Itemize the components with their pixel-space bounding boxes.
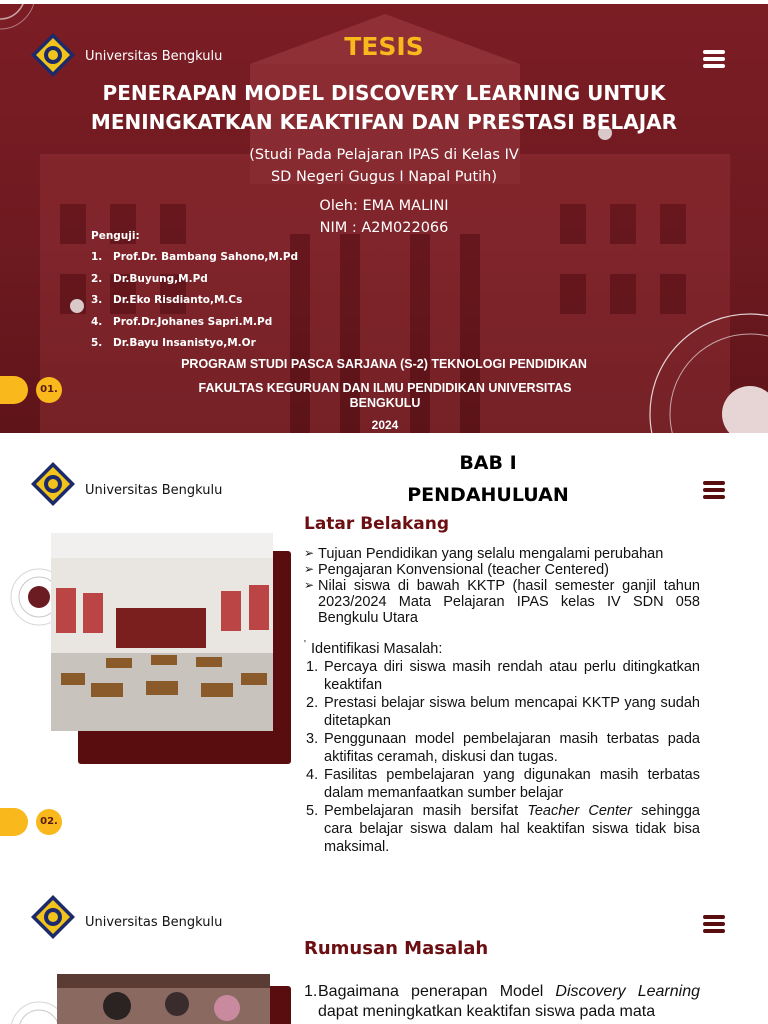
- year: 2024: [371, 418, 399, 432]
- examiner-item: [91, 247, 298, 268]
- examiner-number: 4.: [91, 315, 103, 328]
- examiner-name: Dr.Eko Risdianto,M.Cs: [113, 294, 243, 307]
- university-logo: [30, 461, 76, 507]
- thesis-title-line1: PENERAPAN MODEL DISCOVERY LEARNING UNTUK: [102, 81, 666, 105]
- item-number: 1.: [304, 983, 318, 1000]
- faculty-line2: BENGKULU: [349, 396, 421, 410]
- background-bullets: [304, 546, 700, 626]
- item-text: Pembelajaran masih bersifat: [324, 803, 528, 819]
- thesis-title: [0, 79, 768, 137]
- title-slide: [0, 4, 768, 433]
- chapter-title: PENDAHULUAN: [407, 484, 569, 506]
- university-name: Universitas Bengkulu: [85, 483, 223, 498]
- slide-tag: TESIS: [344, 32, 424, 61]
- thesis-title-line2: MENINGKATKAN KEAKTIFAN DAN PRESTASI BELAJAR: [90, 110, 678, 134]
- list-item: [304, 766, 700, 802]
- nim: NIM : A2M022066: [319, 220, 449, 236]
- classroom-photo: [57, 974, 270, 1024]
- university-logo: [30, 894, 76, 940]
- research-question: [304, 982, 700, 1022]
- subtitle-line1: (Studi Pada Pelajaran IPAS di Kelas IV: [249, 147, 519, 163]
- item-text: Percaya diri siswa masih rendah atau perlu ditingkatkan keaktifan: [324, 659, 700, 693]
- page-number: 02.: [36, 809, 62, 835]
- slide-pendahuluan: [0, 433, 768, 888]
- author: Oleh: EMA MALINI: [319, 198, 449, 214]
- examiner-number: 1.: [91, 251, 103, 264]
- examiners: [91, 226, 298, 354]
- item-emphasis: Discovery Learning: [555, 983, 701, 1000]
- ident-label-text: Identifikasi Masalah:: [311, 641, 443, 657]
- bullet-list: [304, 546, 700, 626]
- examiner-item: [91, 312, 298, 333]
- item-text: sehingga cara belajar siswa dalam hal keaktifan siswa tidak bisa maksimal.: [324, 803, 700, 855]
- examiner-list: [91, 247, 298, 354]
- examiners-label: Penguji:: [91, 230, 140, 242]
- decor-circles-left: [5, 996, 65, 1024]
- examiner-number: 2.: [91, 272, 103, 285]
- section-heading: Latar Belakang: [304, 514, 450, 534]
- ident-list-item5: [304, 802, 700, 856]
- item-text: Prestasi belajar siswa belum mencapai KKTP yang sudah ditetapkan: [324, 695, 700, 729]
- bullet-item: [304, 546, 700, 562]
- item-text: Penggunaan model pembelajaran masih terbatas pada aktifitas ceramah, diskusi dan tugas.: [324, 731, 700, 765]
- list-item: [304, 982, 700, 1022]
- examiner-item: [91, 333, 298, 354]
- item-text: Bagaimana penerapan Model: [318, 983, 556, 1000]
- menu-icon[interactable]: [703, 915, 725, 933]
- faculty: [180, 381, 590, 411]
- faculty-line1: FAKULTAS KEGURUAN DAN ILMU PENDIDIKAN UNIVERSITAS: [198, 381, 572, 395]
- university-name: Universitas Bengkulu: [85, 49, 223, 64]
- bullet-text: Nilai siswa di bawah KKTP (hasil semester ganjil tahun 2023/2024 Mata Pelajaran IPAS kelas IV SDN 058 Bengkulu Utara: [318, 578, 700, 626]
- arrow-bullet-icon: ➢: [304, 578, 315, 592]
- examiner-name: Dr.Bayu Insanistyo,M.Or: [113, 337, 256, 350]
- decor-dot: [70, 299, 84, 313]
- list-item: [304, 730, 700, 766]
- examiner-name: Dr.Buyung,M.Pd: [113, 272, 208, 285]
- item-number: 3.: [306, 731, 319, 747]
- chapter-heading: [388, 447, 588, 511]
- list-item: [304, 802, 700, 856]
- section-heading: Rumusan Masalah: [304, 938, 489, 959]
- classroom-photo: [51, 533, 273, 731]
- subtitle-line2: SD Negeri Gugus I Napal Putih): [270, 169, 498, 185]
- item-emphasis: Teacher Center: [527, 803, 632, 819]
- ident-list: [304, 658, 700, 802]
- page-pill: [0, 376, 28, 404]
- bullet-item: [304, 562, 700, 578]
- list-item: [304, 694, 700, 730]
- thesis-subtitle: [0, 144, 768, 188]
- arrow-bullet-icon: ➢: [304, 546, 315, 560]
- arrow-bullet-icon: ➢: [304, 562, 315, 576]
- examiner-name: Prof.Dr.Johanes Sapri.M.Pd: [113, 315, 273, 328]
- problem-identification: [304, 640, 700, 856]
- bullet-text: Pengajaran Konvensional (teacher Centered): [318, 562, 609, 578]
- page-number: 01.: [36, 377, 62, 403]
- ident-label: ' Identifikasi Masalah:: [304, 639, 443, 657]
- item-text: Fasilitas pembelajaran yang digunakan masih terbatas dalam memanfaatkan sumber belajar: [324, 767, 700, 801]
- bullet-item: [304, 578, 700, 626]
- item-number: 5.: [306, 803, 319, 819]
- university-name: Universitas Bengkulu: [85, 915, 223, 930]
- slide-rumusan: [0, 888, 768, 1024]
- item-number: 4.: [306, 767, 319, 783]
- item-number: 2.: [306, 695, 319, 711]
- question-list: [304, 982, 700, 1022]
- list-item: [304, 658, 700, 694]
- item-text: dapat meningkatkan keaktifan siswa pada mata: [318, 1003, 656, 1020]
- program: PROGRAM STUDI PASCA SARJANA (S-2) TEKNOLOGI PENDIDIKAN: [181, 357, 587, 371]
- item-number: 1.: [306, 659, 319, 675]
- examiner-number: 3.: [91, 294, 103, 307]
- bullet-text: Tujuan Pendidikan yang selalu mengalami perubahan: [318, 546, 664, 562]
- examiner-item: [91, 290, 298, 311]
- menu-icon[interactable]: [703, 481, 725, 499]
- examiner-number: 5.: [91, 337, 103, 350]
- chapter-number: BAB I: [459, 452, 517, 474]
- examiner-name: Prof.Dr. Bambang Sahono,M.Pd: [113, 251, 299, 264]
- examiner-item: [91, 269, 298, 290]
- page-pill: [0, 808, 28, 836]
